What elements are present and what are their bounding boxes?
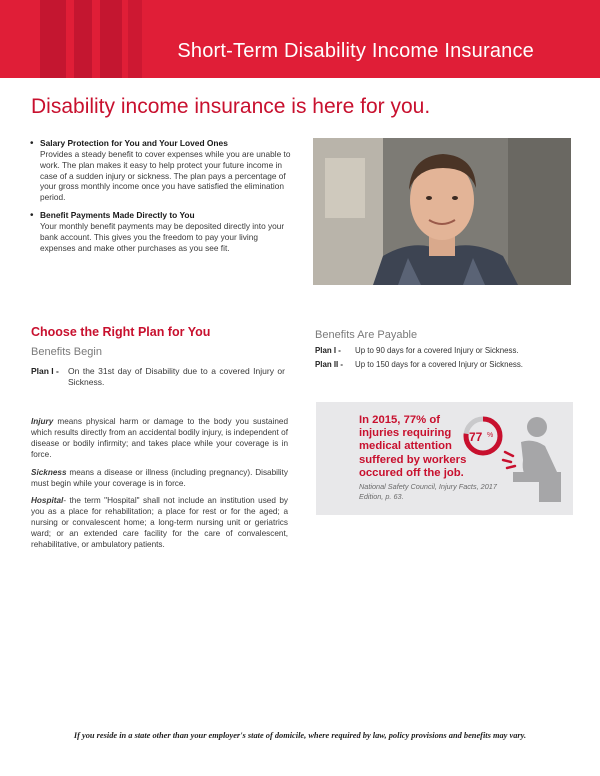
plan-label: Plan I - bbox=[315, 346, 341, 355]
payable-row bbox=[315, 346, 585, 355]
banner-stripe bbox=[74, 0, 92, 78]
banner-stripe bbox=[100, 0, 122, 78]
bullet-item bbox=[30, 210, 292, 253]
plan-label: Plan II - bbox=[315, 360, 344, 369]
bullet-dot: • bbox=[30, 209, 34, 221]
plan-label: Plan I - bbox=[31, 366, 59, 376]
definition-term: Injury bbox=[31, 417, 54, 426]
percent-sign: % bbox=[487, 432, 494, 439]
benefits-begin-plan1 bbox=[31, 366, 285, 388]
headline: Disability income insurance is here for you. bbox=[31, 95, 431, 118]
choose-plan-heading: Choose the Right Plan for You bbox=[31, 325, 211, 339]
bullet-title: Salary Protection for You and Your Loved Ones bbox=[40, 138, 228, 148]
footnote: If you reside in a state other than your employer's state of domicile, where required by law, policy provisions and benefits may vary. bbox=[73, 731, 527, 740]
benefit-bullets bbox=[30, 138, 292, 260]
statistic-text: In 2015, 77% of injuries requiring medical attention suffered by workers occured off the job. bbox=[359, 414, 467, 479]
benefits-begin-heading: Benefits Begin bbox=[31, 346, 102, 358]
bullet-item bbox=[30, 138, 292, 203]
bullet-text: Your monthly benefit payments may be deposited directly into your bank account. This gives you the freedom to pay your living expenses and make other purchases as you see fit. bbox=[40, 220, 285, 253]
benefits-payable-heading: Benefits Are Payable bbox=[315, 329, 418, 341]
definition-sickness bbox=[31, 468, 288, 490]
plan-text: Up to 150 days for a covered Injury or Sickness. bbox=[355, 360, 523, 369]
banner-stripe bbox=[128, 0, 142, 78]
definition-text: means a disease or illness (including pregnancy). Disability must begin while your coverage is in force. bbox=[31, 467, 288, 488]
definitions bbox=[31, 417, 288, 558]
definition-injury bbox=[31, 417, 288, 461]
definition-term: Hospital bbox=[31, 496, 64, 506]
injured-worker-icon bbox=[461, 410, 571, 510]
bullet-dot: • bbox=[30, 138, 34, 149]
definition-hospital bbox=[31, 496, 288, 551]
portrait-illustration bbox=[313, 138, 571, 285]
plan-text: On the 31st day of Disability due to a covered Injury or Sickness. bbox=[68, 366, 285, 387]
banner-stripe bbox=[40, 0, 66, 78]
definition-text: means physical harm or damage to the body you sustained which results directly from an accidental bodily injury, is independent of disease or bodily infirmity; and takes place while your coverage is in force. bbox=[31, 417, 288, 459]
percent-value: 77 bbox=[469, 430, 483, 444]
bullet-title: Benefit Payments Made Directly to You bbox=[40, 209, 195, 220]
header-banner bbox=[0, 0, 600, 78]
definition-text: - the term "Hospital" shall not include an institution used by you as a place for rehabilitation; a place for rest or for the aged; a nursing or convalescent home; a long-term nursing unit or geriatrics ward; or an extended care facility for the care of convalescent, rehabilitative, or ambulatory patients. bbox=[31, 496, 288, 550]
definition-term: Sickness bbox=[31, 467, 67, 477]
payable-row bbox=[315, 360, 585, 369]
page-title: Short-Term Disability Income Insurance bbox=[177, 40, 534, 62]
statistic-callout bbox=[316, 402, 573, 515]
statistic-source: National Safety Council, Injury Facts, 2017 Edition, p. 63. bbox=[359, 482, 497, 501]
plan-text: Up to 90 days for a covered Injury or Sickness. bbox=[355, 346, 519, 355]
man-portrait-photo bbox=[313, 138, 571, 285]
bullet-text: Provides a steady benefit to cover expenses while you are unable to work. The plan makes it easy to help protect your future income in case of a sudden injury or sickness. The plan pays a percentage of your gross monthly income once you have satisfied the elimination period. bbox=[40, 149, 291, 203]
